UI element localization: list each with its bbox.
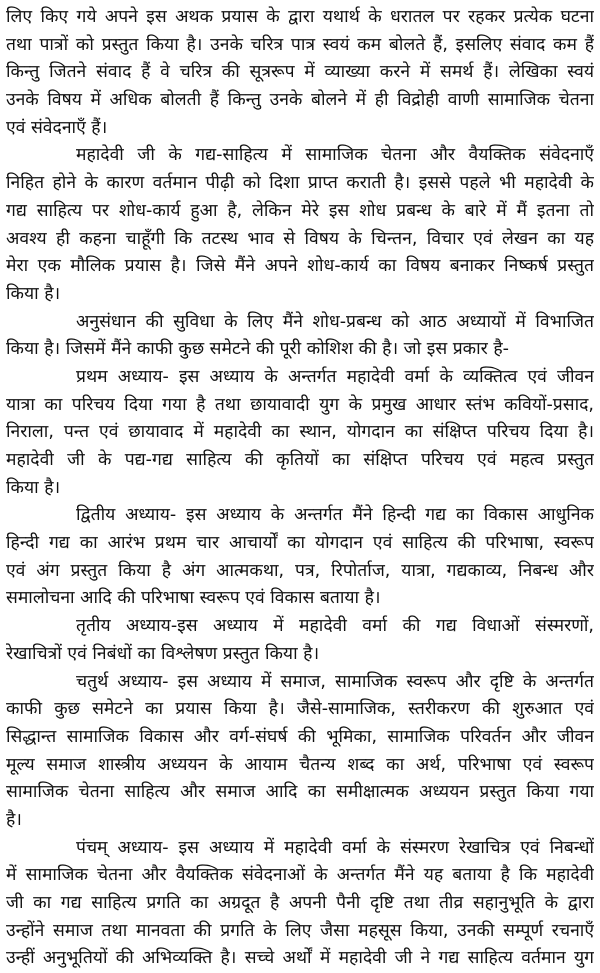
- text-line: में सामाजिक चेतना और वैयक्तिक संवेदनाओं के अन्तर्गत मैंने यह बताया है कि महादेवी: [6, 865, 594, 886]
- text-line: सामाजिक चेतना साहित्य और समाज आदि का समीक्षात्मक अध्ययन प्रस्तुत किया गया: [6, 782, 594, 803]
- text-line: काफी कुछ समेटने का प्रयास किया है। जैसे-सामाजिक, स्तरीकरण की शुरुआत एवं: [6, 699, 594, 720]
- text-line: समालोचना आदि की परिभाषा स्वरूप एवं विकास बताया है।: [6, 588, 381, 609]
- text-line: यात्रा का परिचय दिया गया है तथा छायावादी युग के प्रमुख आधार स्तंभ कवियों-प्रसाद,: [6, 394, 594, 415]
- text-line: लिए किए गये अपने इस अथक प्रयास के द्वारा यथार्थ के धरातल पर रहकर प्रत्येक घटना: [6, 7, 594, 27]
- text-line: अवश्य ही कहना चाहूँगी कि तटस्थ भाव से विषय के चिन्तन, विचार एवं लेखन का यह: [6, 228, 594, 249]
- text-line: मूल्य समाज शास्त्रीय अध्ययन के आयाम चैतन्य शब्द का अर्थ, परिभाषा एवं स्वरूप: [6, 754, 594, 775]
- text-line: किया है।: [6, 477, 61, 498]
- paragraph-first-line: चतुर्थ अध्याय- इस अध्याय में समाज, सामाजिक स्वरूप और दृष्टि के अन्तर्गत: [76, 671, 594, 692]
- text-line: उनके विषय में अधिक बोलती हैं किन्तु उनके बोलने में ही विद्रोही वाणी सामाजिक चेतना: [6, 90, 594, 111]
- text-line: किया है।: [6, 283, 61, 304]
- paragraph-first-line: अनुसंधान की सुविधा के लिए मैंने शोध-प्रबन्ध को आठ अध्यायों में विभाजित: [76, 311, 594, 332]
- text-line: जी का गद्य साहित्य प्रगति का अग्रदूत है अपनी पैनी दृष्टि तथा तीव्र सहानुभूति के द्वारा: [6, 893, 594, 913]
- text-line: निहित होने के कारण वर्तमान पीढ़ी को दिशा प्राप्त कराती है। इससे पहले भी महादेवी के: [6, 173, 594, 194]
- text-line: किया है। जिसमें मैंने काफी कुछ समेटने की पूरी कोशिश की है। जो इस प्रकार है-: [6, 339, 509, 360]
- text-line: रेखाचित्रों एवं निबंधों का विश्लेषण प्रस्तुत किया है।: [6, 643, 320, 664]
- text-line: एवं संवेदनाएँ हैं।: [6, 117, 108, 138]
- paragraph-first-line: प्रथम अध्याय- इस अध्याय के अन्तर्गत महादेवी वर्मा के व्यक्तित्व एवं जीवन: [76, 366, 594, 387]
- text-line: हिन्दी गद्य का आरंभ प्रथम चार आचार्यों का योगदान एवं साहित्य की परिभाषा, स्वरूप: [6, 533, 594, 554]
- text-line: उन्हीं अनुभूतियों की अभिव्यक्ति है। सच्चे अर्थों में महादेवी जी ने गद्य साहित्य वर्तमान युग: [6, 948, 594, 969]
- text-line: है।: [6, 809, 22, 830]
- paragraph-first-line: महादेवी जी के गद्य-साहित्य में सामाजिक चेतना और वैयक्तिक संवेदनाएँ: [76, 145, 594, 166]
- paragraph-first-line: तृतीय अध्याय-इस अध्याय में महादेवी वर्मा की गद्य विधाओं संस्मरणों,: [76, 616, 594, 637]
- text-line: किन्तु जितने संवाद हैं वे चरित्र की सूत्ररूप में व्याख्या करने में समर्थ हैं। लेखिका स्वयं: [6, 62, 594, 83]
- text-line: उन्होंने समाज तथा मानवता की प्रगति के लिए जैसा महसूस किया, उनकी सम्पूर्ण रचनाएँ: [6, 920, 594, 941]
- text-line: महादेवी जी के पद्य-गद्य साहित्य की कृतियों का संक्षिप्त परिचय एवं महत्व प्रस्तुत: [6, 450, 594, 470]
- text-line: निराला, पन्त एवं छायावाद में महादेवी का स्थान, योगदान का संक्षिप्त परिचय दिया है।: [6, 422, 594, 443]
- paragraph-first-line: पंचम् अध्याय- इस अध्याय में महादेवी वर्मा के संस्मरण रेखाचित्र एवं निबन्धों: [76, 837, 594, 858]
- text-line: मेरा एक मौलिक प्रयास है। जिसे मैंने अपने शोध-कार्य का विषय बनाकर निष्कर्ष प्रस्तुत: [6, 256, 594, 277]
- text-line: गद्य साहित्य पर शोध-कार्य हुआ है, लेकिन मेरे इस शोध प्रबन्ध के बारे में मैं इतना तो: [6, 200, 594, 221]
- text-line: तथा पात्रों को प्रस्तुत किया है। उनके चरित्र पात्र स्वयं कम बोलते हैं, इसलिए संवाद कम हैं: [6, 34, 594, 55]
- paragraph-first-line: द्वितीय अध्याय- इस अध्याय के अन्तर्गत मैंने हिन्दी गद्य का विकास आधुनिक: [76, 505, 594, 526]
- text-line: सिद्धान्त सामाजिक विकास और वर्ग-संघर्ष की भूमिका, सामाजिक परिवर्तन और जीवन: [6, 726, 594, 747]
- text-line: एवं अंग प्रस्तुत किया है अंग आत्मकथा, पत्र, रिपोर्ताज, यात्रा, गद्यकाव्य, निबन्ध और: [6, 560, 594, 581]
